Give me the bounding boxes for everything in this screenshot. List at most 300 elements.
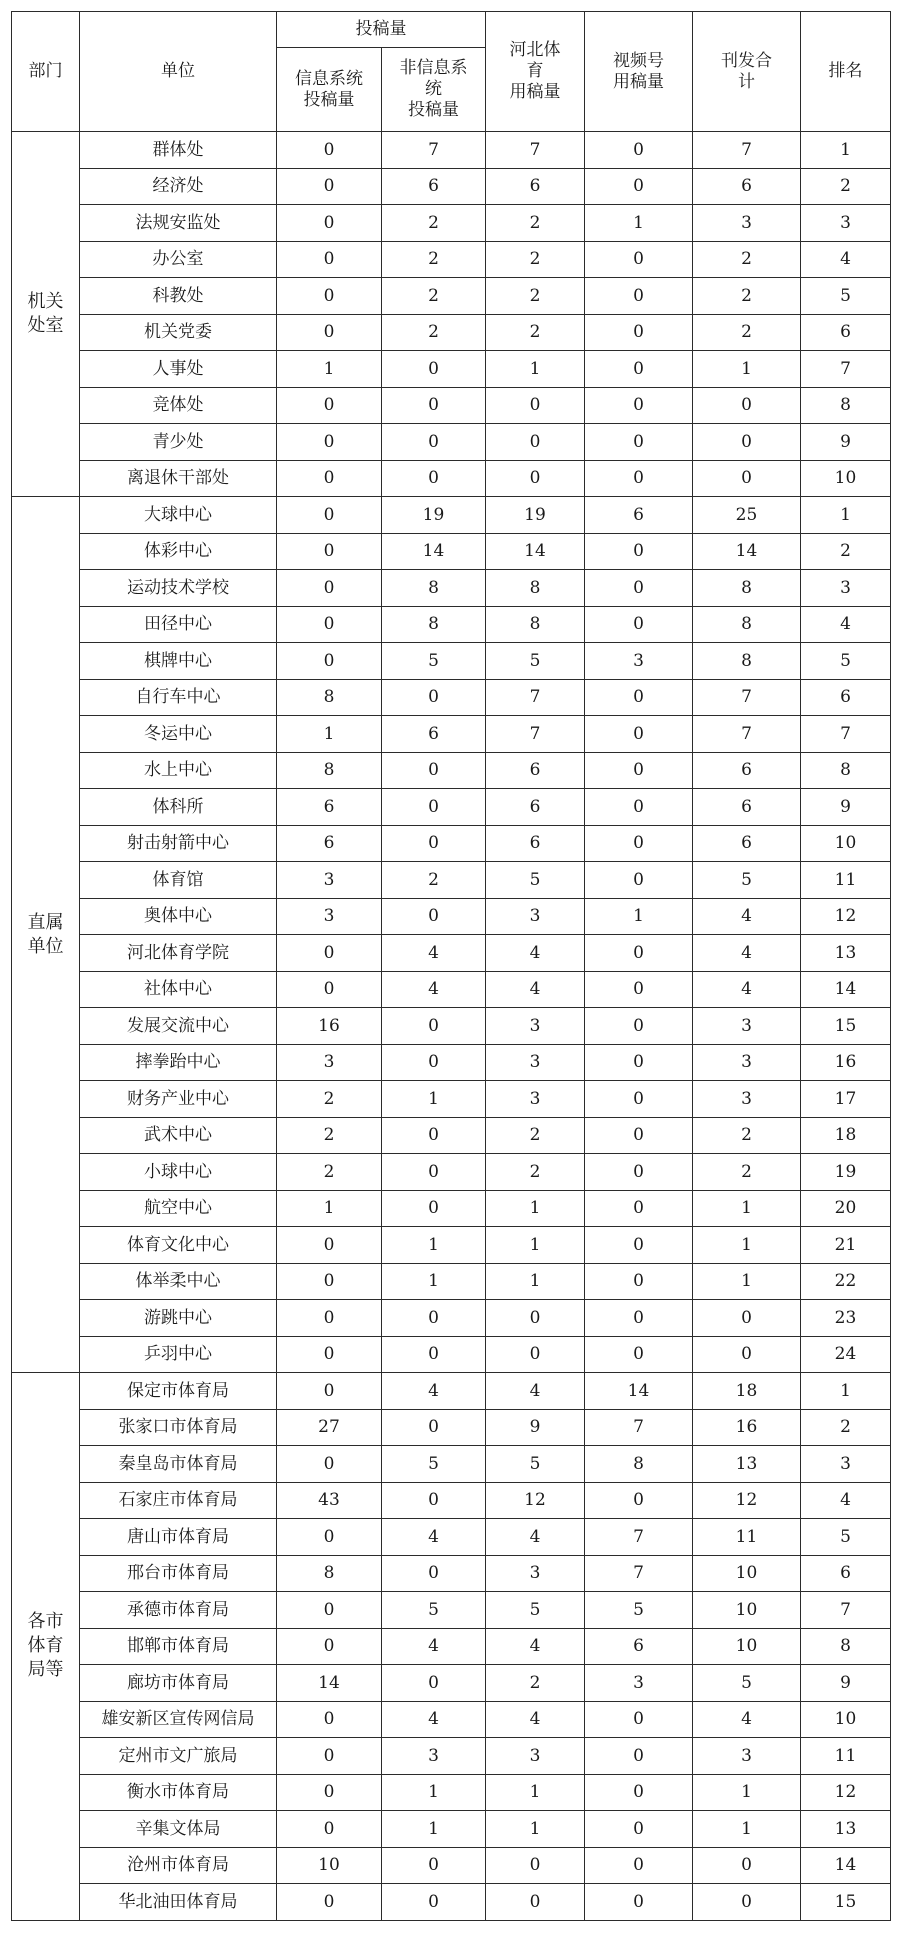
video-account-cell: 0 (585, 1154, 693, 1191)
published-total-cell: 4 (693, 1701, 801, 1738)
unit-cell: 定州市文广旅局 (80, 1738, 277, 1775)
unit-cell: 自行车中心 (80, 679, 277, 716)
non-info-system-cell: 7 (382, 132, 486, 169)
rank-cell: 22 (801, 1263, 891, 1300)
unit-cell: 航空中心 (80, 1190, 277, 1227)
video-account-cell: 5 (585, 1592, 693, 1629)
non-info-system-cell: 14 (382, 533, 486, 570)
published-total-cell: 0 (693, 424, 801, 461)
info-system-cell: 1 (277, 1190, 382, 1227)
non-info-system-cell: 2 (382, 205, 486, 242)
video-account-cell: 0 (585, 1811, 693, 1848)
non-info-system-cell: 5 (382, 1446, 486, 1483)
non-info-system-cell: 0 (382, 1117, 486, 1154)
hebei-sports-cell: 2 (486, 205, 585, 242)
info-system-cell: 2 (277, 1081, 382, 1118)
table-row (12, 862, 891, 899)
info-system-cell: 0 (277, 168, 382, 205)
video-account-cell: 0 (585, 606, 693, 643)
video-account-cell: 0 (585, 424, 693, 461)
published-total-cell: 1 (693, 1263, 801, 1300)
unit-cell: 承德市体育局 (80, 1592, 277, 1629)
published-total-cell: 5 (693, 862, 801, 899)
info-system-cell: 0 (277, 1811, 382, 1848)
non-info-system-cell: 0 (382, 1336, 486, 1373)
info-system-cell: 0 (277, 935, 382, 972)
non-info-system-cell: 0 (382, 351, 486, 388)
non-info-system-cell: 0 (382, 1044, 486, 1081)
published-total-cell: 6 (693, 789, 801, 826)
rank-cell: 2 (801, 168, 891, 205)
info-system-cell: 0 (277, 1227, 382, 1264)
rank-cell: 18 (801, 1117, 891, 1154)
video-account-cell: 0 (585, 533, 693, 570)
video-account-cell: 0 (585, 387, 693, 424)
rank-cell: 19 (801, 1154, 891, 1191)
rank-cell: 3 (801, 570, 891, 607)
rank-cell: 2 (801, 1409, 891, 1446)
rank-cell: 12 (801, 1774, 891, 1811)
hebei-sports-cell: 0 (486, 1884, 585, 1921)
non-info-system-cell: 0 (382, 1190, 486, 1227)
info-system-cell: 1 (277, 716, 382, 753)
hebei-sports-cell: 0 (486, 387, 585, 424)
rank-cell: 10 (801, 460, 891, 497)
unit-cell: 河北体育学院 (80, 935, 277, 972)
header-video-account: 视频号 用稿量 (585, 12, 693, 132)
rank-cell: 16 (801, 1044, 891, 1081)
rank-cell: 3 (801, 205, 891, 242)
hebei-sports-cell: 5 (486, 643, 585, 680)
header-dept: 部门 (12, 12, 80, 132)
video-account-cell: 14 (585, 1373, 693, 1410)
info-system-cell: 0 (277, 1373, 382, 1410)
rank-cell: 20 (801, 1190, 891, 1227)
video-account-cell: 0 (585, 1738, 693, 1775)
table-row (12, 570, 891, 607)
table-row (12, 1665, 891, 1702)
table-row (12, 387, 891, 424)
unit-cell: 华北油田体育局 (80, 1884, 277, 1921)
non-info-system-cell: 0 (382, 1884, 486, 1921)
table-row (12, 1701, 891, 1738)
video-account-cell: 6 (585, 497, 693, 534)
info-system-cell: 2 (277, 1117, 382, 1154)
unit-cell: 法规安监处 (80, 205, 277, 242)
info-system-cell: 0 (277, 1519, 382, 1556)
hebei-sports-cell: 1 (486, 351, 585, 388)
header-unit: 单位 (80, 12, 277, 132)
published-total-cell: 6 (693, 168, 801, 205)
video-account-cell: 0 (585, 1008, 693, 1045)
table-row (12, 1774, 891, 1811)
rank-cell: 13 (801, 935, 891, 972)
unit-cell: 游跳中心 (80, 1300, 277, 1337)
table-row (12, 1738, 891, 1775)
table-row (12, 1336, 891, 1373)
info-system-cell: 0 (277, 1738, 382, 1775)
hebei-sports-cell: 4 (486, 1519, 585, 1556)
table-row (12, 752, 891, 789)
unit-cell: 社体中心 (80, 971, 277, 1008)
published-total-cell: 25 (693, 497, 801, 534)
video-account-cell: 0 (585, 1190, 693, 1227)
unit-cell: 体育文化中心 (80, 1227, 277, 1264)
non-info-system-cell: 0 (382, 789, 486, 826)
published-total-cell: 10 (693, 1592, 801, 1629)
dept-group-cell: 各市 体育 局等 (12, 1373, 80, 1921)
video-account-cell: 0 (585, 570, 693, 607)
hebei-sports-cell: 4 (486, 935, 585, 972)
info-system-cell: 0 (277, 1446, 382, 1483)
info-system-cell: 0 (277, 314, 382, 351)
unit-cell: 冬运中心 (80, 716, 277, 753)
info-system-cell: 8 (277, 1555, 382, 1592)
published-total-cell: 4 (693, 935, 801, 972)
hebei-sports-cell: 1 (486, 1190, 585, 1227)
non-info-system-cell: 5 (382, 1592, 486, 1629)
unit-cell: 大球中心 (80, 497, 277, 534)
rank-cell: 21 (801, 1227, 891, 1264)
table-row (12, 1081, 891, 1118)
hebei-sports-cell: 2 (486, 1117, 585, 1154)
published-total-cell: 6 (693, 825, 801, 862)
non-info-system-cell: 0 (382, 1154, 486, 1191)
info-system-cell: 0 (277, 424, 382, 461)
table-row (12, 1446, 891, 1483)
video-account-cell: 0 (585, 1847, 693, 1884)
non-info-system-cell: 0 (382, 898, 486, 935)
table-row (12, 1117, 891, 1154)
published-total-cell: 7 (693, 716, 801, 753)
published-total-cell: 1 (693, 1774, 801, 1811)
published-total-cell: 5 (693, 1665, 801, 1702)
info-system-cell: 0 (277, 570, 382, 607)
hebei-sports-cell: 4 (486, 1701, 585, 1738)
rank-cell: 9 (801, 1665, 891, 1702)
rank-cell: 5 (801, 278, 891, 315)
published-total-cell: 2 (693, 241, 801, 278)
info-system-cell: 0 (277, 606, 382, 643)
published-total-cell: 12 (693, 1482, 801, 1519)
info-system-cell: 0 (277, 241, 382, 278)
rank-cell: 5 (801, 1519, 891, 1556)
rank-cell: 23 (801, 1300, 891, 1337)
non-info-system-cell: 0 (382, 424, 486, 461)
table-row (12, 789, 891, 826)
rank-cell: 7 (801, 1592, 891, 1629)
published-total-cell: 11 (693, 1519, 801, 1556)
hebei-sports-cell: 0 (486, 1847, 585, 1884)
table-row (12, 643, 891, 680)
video-account-cell: 0 (585, 1081, 693, 1118)
rank-cell: 17 (801, 1081, 891, 1118)
table-row (12, 1373, 891, 1410)
unit-cell: 射击射箭中心 (80, 825, 277, 862)
hebei-sports-cell: 4 (486, 1373, 585, 1410)
video-account-cell: 0 (585, 1336, 693, 1373)
table-row (12, 1044, 891, 1081)
video-account-cell: 0 (585, 1227, 693, 1264)
video-account-cell: 0 (585, 1701, 693, 1738)
rank-cell: 8 (801, 1628, 891, 1665)
rank-cell: 4 (801, 1482, 891, 1519)
non-info-system-cell: 1 (382, 1227, 486, 1264)
info-system-cell: 3 (277, 1044, 382, 1081)
unit-cell: 群体处 (80, 132, 277, 169)
hebei-sports-cell: 8 (486, 606, 585, 643)
table-row (12, 1227, 891, 1264)
rank-cell: 6 (801, 679, 891, 716)
video-account-cell: 1 (585, 898, 693, 935)
header-published-total: 刊发合 计 (693, 12, 801, 132)
hebei-sports-cell: 2 (486, 241, 585, 278)
rank-cell: 3 (801, 1446, 891, 1483)
non-info-system-cell: 5 (382, 643, 486, 680)
published-total-cell: 1 (693, 1227, 801, 1264)
hebei-sports-cell: 7 (486, 132, 585, 169)
non-info-system-cell: 0 (382, 1482, 486, 1519)
rank-cell: 12 (801, 898, 891, 935)
published-total-cell: 4 (693, 898, 801, 935)
hebei-sports-cell: 3 (486, 1555, 585, 1592)
unit-cell: 离退休干部处 (80, 460, 277, 497)
info-system-cell: 0 (277, 971, 382, 1008)
table-row (12, 1847, 891, 1884)
published-total-cell: 3 (693, 1008, 801, 1045)
info-system-cell: 0 (277, 460, 382, 497)
non-info-system-cell: 2 (382, 241, 486, 278)
table-row (12, 132, 891, 169)
non-info-system-cell: 2 (382, 862, 486, 899)
hebei-sports-cell: 19 (486, 497, 585, 534)
table-row (12, 971, 891, 1008)
published-total-cell: 1 (693, 1190, 801, 1227)
table-row (12, 1628, 891, 1665)
rank-cell: 14 (801, 1847, 891, 1884)
published-total-cell: 6 (693, 752, 801, 789)
info-system-cell: 3 (277, 898, 382, 935)
hebei-sports-cell: 3 (486, 1081, 585, 1118)
published-total-cell: 2 (693, 314, 801, 351)
video-account-cell: 0 (585, 1263, 693, 1300)
info-system-cell: 0 (277, 132, 382, 169)
non-info-system-cell: 8 (382, 570, 486, 607)
info-system-cell: 1 (277, 351, 382, 388)
table-row (12, 825, 891, 862)
info-system-cell: 43 (277, 1482, 382, 1519)
non-info-system-cell: 0 (382, 825, 486, 862)
rank-cell: 10 (801, 825, 891, 862)
hebei-sports-cell: 2 (486, 314, 585, 351)
header-submissions: 投稿量 (277, 12, 486, 48)
hebei-sports-cell: 9 (486, 1409, 585, 1446)
info-system-cell: 6 (277, 825, 382, 862)
unit-cell: 武术中心 (80, 1117, 277, 1154)
unit-cell: 机关党委 (80, 314, 277, 351)
published-total-cell: 14 (693, 533, 801, 570)
info-system-cell: 0 (277, 387, 382, 424)
hebei-sports-cell: 7 (486, 679, 585, 716)
hebei-sports-cell: 3 (486, 1008, 585, 1045)
rank-cell: 15 (801, 1884, 891, 1921)
rank-cell: 1 (801, 497, 891, 534)
table-row (12, 314, 891, 351)
dept-group-cell: 直属 单位 (12, 497, 80, 1373)
non-info-system-cell: 0 (382, 1409, 486, 1446)
table-row (12, 1884, 891, 1921)
table-row (12, 1592, 891, 1629)
table-row (12, 898, 891, 935)
non-info-system-cell: 0 (382, 1008, 486, 1045)
info-system-cell: 0 (277, 497, 382, 534)
rank-cell: 13 (801, 1811, 891, 1848)
info-system-cell: 8 (277, 679, 382, 716)
video-account-cell: 0 (585, 752, 693, 789)
table-row (12, 351, 891, 388)
non-info-system-cell: 0 (382, 1847, 486, 1884)
statistics-table-container (11, 11, 890, 1921)
rank-cell: 8 (801, 387, 891, 424)
table-row (12, 205, 891, 242)
table-row (12, 497, 891, 534)
video-account-cell: 0 (585, 679, 693, 716)
table-row (12, 1263, 891, 1300)
video-account-cell: 0 (585, 1884, 693, 1921)
unit-cell: 棋牌中心 (80, 643, 277, 680)
info-system-cell: 0 (277, 533, 382, 570)
info-system-cell: 3 (277, 862, 382, 899)
info-system-cell: 0 (277, 1628, 382, 1665)
info-system-cell: 14 (277, 1665, 382, 1702)
hebei-sports-cell: 6 (486, 825, 585, 862)
unit-cell: 石家庄市体育局 (80, 1482, 277, 1519)
unit-cell: 体科所 (80, 789, 277, 826)
rank-cell: 7 (801, 716, 891, 753)
published-total-cell: 3 (693, 1738, 801, 1775)
video-account-cell: 0 (585, 825, 693, 862)
hebei-sports-cell: 1 (486, 1811, 585, 1848)
published-total-cell: 0 (693, 1847, 801, 1884)
rank-cell: 8 (801, 752, 891, 789)
video-account-cell: 0 (585, 1300, 693, 1337)
non-info-system-cell: 0 (382, 460, 486, 497)
hebei-sports-cell: 3 (486, 1044, 585, 1081)
unit-cell: 体举柔中心 (80, 1263, 277, 1300)
video-account-cell: 6 (585, 1628, 693, 1665)
rank-cell: 5 (801, 643, 891, 680)
video-account-cell: 0 (585, 1044, 693, 1081)
video-account-cell: 3 (585, 1665, 693, 1702)
video-account-cell: 1 (585, 205, 693, 242)
non-info-system-cell: 6 (382, 168, 486, 205)
video-account-cell: 0 (585, 789, 693, 826)
hebei-sports-cell: 6 (486, 168, 585, 205)
published-total-cell: 0 (693, 1884, 801, 1921)
non-info-system-cell: 8 (382, 606, 486, 643)
rank-cell: 1 (801, 1373, 891, 1410)
video-account-cell: 0 (585, 1117, 693, 1154)
submission-statistics-table (11, 11, 891, 1921)
unit-cell: 秦皇岛市体育局 (80, 1446, 277, 1483)
unit-cell: 张家口市体育局 (80, 1409, 277, 1446)
published-total-cell: 3 (693, 1044, 801, 1081)
unit-cell: 保定市体育局 (80, 1373, 277, 1410)
non-info-system-cell: 19 (382, 497, 486, 534)
unit-cell: 体育馆 (80, 862, 277, 899)
non-info-system-cell: 0 (382, 752, 486, 789)
video-account-cell: 0 (585, 935, 693, 972)
table-row (12, 716, 891, 753)
hebei-sports-cell: 6 (486, 752, 585, 789)
published-total-cell: 1 (693, 351, 801, 388)
published-total-cell: 4 (693, 971, 801, 1008)
non-info-system-cell: 4 (382, 1701, 486, 1738)
info-system-cell: 16 (277, 1008, 382, 1045)
header-hebei-sports: 河北体 育 用稿量 (486, 12, 585, 132)
table-row (12, 533, 891, 570)
video-account-cell: 0 (585, 1482, 693, 1519)
hebei-sports-cell: 7 (486, 716, 585, 753)
non-info-system-cell: 1 (382, 1081, 486, 1118)
table-row (12, 1190, 891, 1227)
unit-cell: 唐山市体育局 (80, 1519, 277, 1556)
hebei-sports-cell: 4 (486, 971, 585, 1008)
info-system-cell: 0 (277, 1300, 382, 1337)
unit-cell: 摔拳跆中心 (80, 1044, 277, 1081)
hebei-sports-cell: 12 (486, 1482, 585, 1519)
non-info-system-cell: 4 (382, 1519, 486, 1556)
table-row (12, 1482, 891, 1519)
published-total-cell: 8 (693, 570, 801, 607)
info-system-cell: 0 (277, 1701, 382, 1738)
hebei-sports-cell: 2 (486, 1665, 585, 1702)
video-account-cell: 0 (585, 1774, 693, 1811)
hebei-sports-cell: 4 (486, 1628, 585, 1665)
info-system-cell: 10 (277, 1847, 382, 1884)
unit-cell: 科教处 (80, 278, 277, 315)
rank-cell: 10 (801, 1701, 891, 1738)
info-system-cell: 0 (277, 1774, 382, 1811)
rank-cell: 24 (801, 1336, 891, 1373)
info-system-cell: 0 (277, 1592, 382, 1629)
info-system-cell: 0 (277, 278, 382, 315)
published-total-cell: 10 (693, 1555, 801, 1592)
hebei-sports-cell: 5 (486, 862, 585, 899)
table-body (12, 132, 891, 1921)
hebei-sports-cell: 5 (486, 1592, 585, 1629)
header-non-info-system: 非信息系 统 投稿量 (382, 48, 486, 132)
rank-cell: 6 (801, 314, 891, 351)
info-system-cell: 0 (277, 1884, 382, 1921)
table-row (12, 1300, 891, 1337)
video-account-cell: 0 (585, 314, 693, 351)
rank-cell: 7 (801, 351, 891, 388)
published-total-cell: 7 (693, 132, 801, 169)
video-account-cell: 0 (585, 351, 693, 388)
published-total-cell: 10 (693, 1628, 801, 1665)
info-system-cell: 27 (277, 1409, 382, 1446)
published-total-cell: 0 (693, 1300, 801, 1337)
hebei-sports-cell: 3 (486, 1738, 585, 1775)
table-row (12, 1008, 891, 1045)
unit-cell: 辛集文体局 (80, 1811, 277, 1848)
hebei-sports-cell: 2 (486, 278, 585, 315)
table-row (12, 460, 891, 497)
unit-cell: 水上中心 (80, 752, 277, 789)
table-row (12, 168, 891, 205)
table-row (12, 935, 891, 972)
